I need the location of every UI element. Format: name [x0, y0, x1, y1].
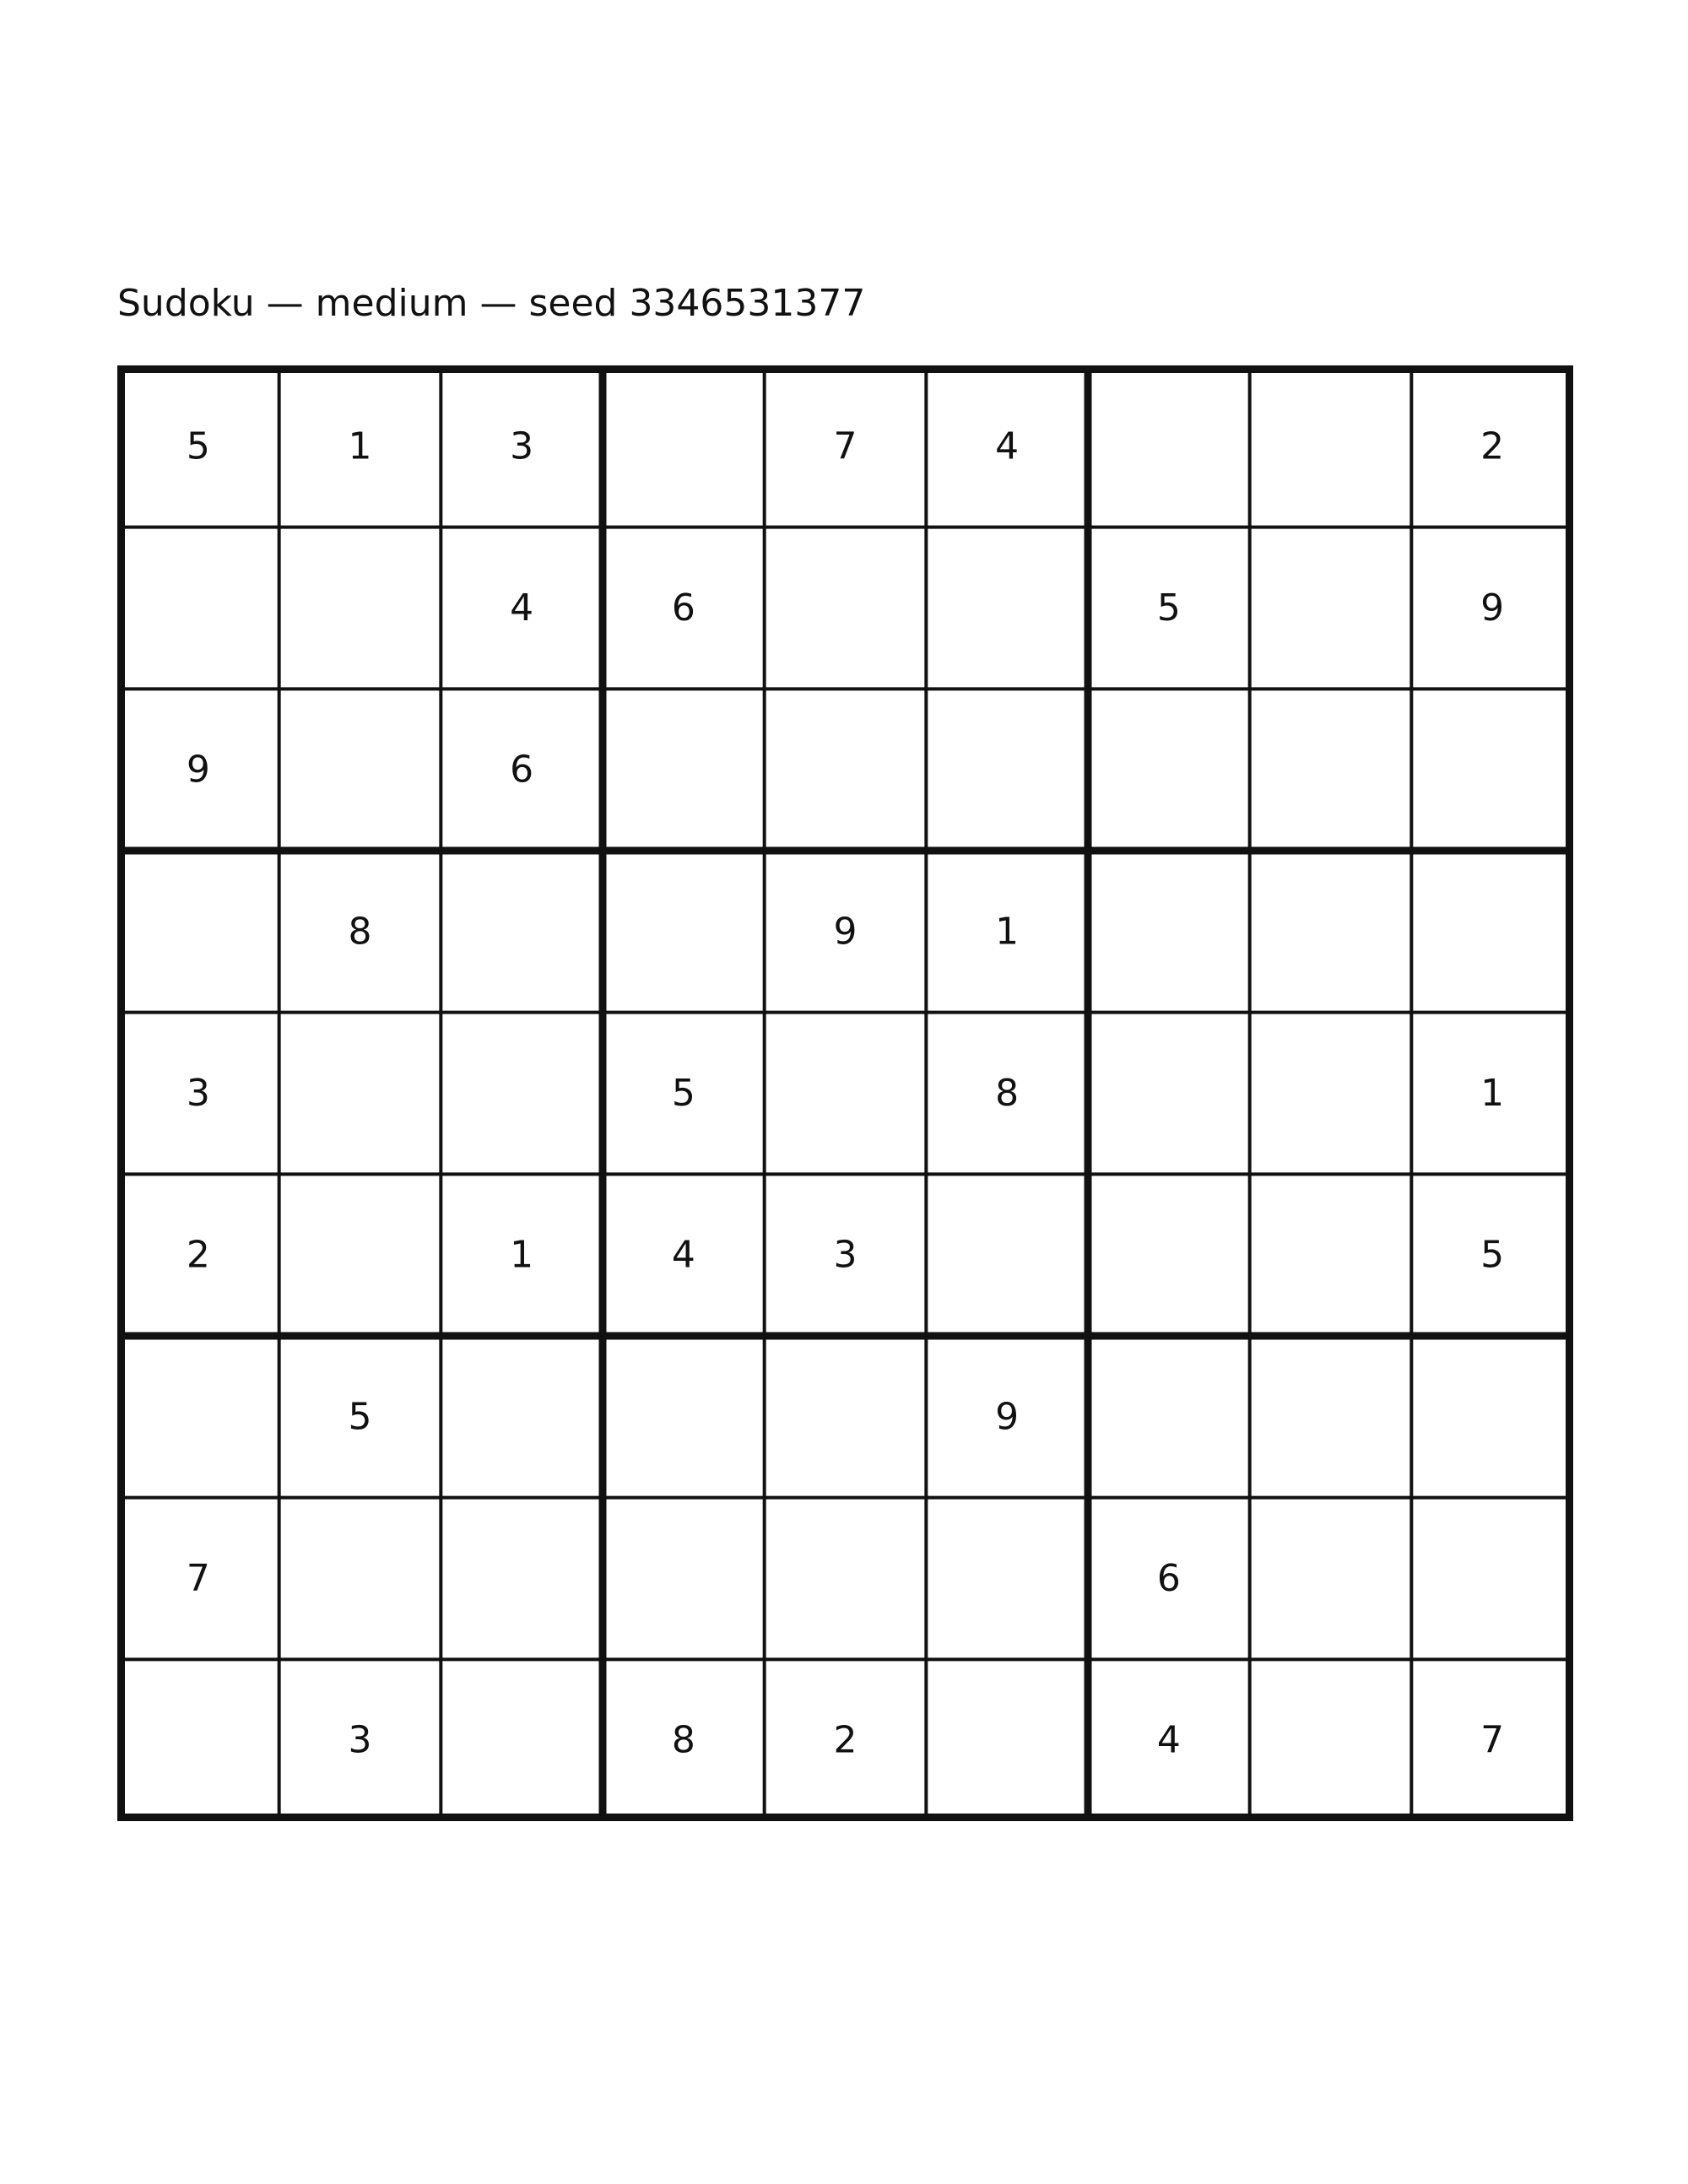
sudoku-cell-r5c8[interactable]: [1250, 1013, 1412, 1175]
cell-digit: 4: [995, 424, 1020, 468]
sudoku-cell-r8c4[interactable]: [603, 1498, 765, 1660]
sudoku-cell-r5c7[interactable]: [1088, 1013, 1250, 1175]
sudoku-cell-r4c4[interactable]: [603, 851, 765, 1013]
sudoku-cell-r3c9[interactable]: [1411, 689, 1573, 851]
sudoku-cell-r9c8[interactable]: [1250, 1659, 1412, 1821]
cell-digit: 8: [348, 910, 372, 954]
sudoku-cell-r4c3[interactable]: [441, 851, 603, 1013]
sudoku-cell-r7c4[interactable]: [603, 1336, 765, 1498]
sudoku-cell-r1c4[interactable]: [603, 365, 765, 527]
sudoku-cell-r3c5[interactable]: [765, 689, 927, 851]
cell-digit: 6: [1156, 1557, 1181, 1600]
cell-digit: 9: [1480, 587, 1505, 630]
cell-digit: 1: [348, 424, 372, 468]
cell-digit: 8: [995, 1072, 1020, 1115]
sudoku-cell-r9c6[interactable]: [926, 1659, 1088, 1821]
cell-digit: 5: [671, 1072, 695, 1115]
cell-digit: 5: [348, 1395, 372, 1439]
cell-digit: 3: [186, 1072, 210, 1115]
cell-digit: 9: [186, 748, 210, 792]
cell-digit: 4: [510, 587, 534, 630]
cell-digit: 3: [833, 1233, 858, 1277]
cell-digit: 3: [348, 1718, 372, 1762]
cell-digit: 2: [186, 1233, 210, 1277]
sudoku-cell-r3c4[interactable]: [603, 689, 765, 851]
cell-digit: 8: [671, 1718, 695, 1762]
sudoku-grid: [117, 365, 1573, 1821]
cell-digit: 9: [833, 910, 858, 954]
sudoku-cell-r2c2[interactable]: [279, 527, 441, 689]
cell-digit: 2: [833, 1718, 858, 1762]
cell-digit: 1: [510, 1233, 534, 1277]
sudoku-cell-r6c2[interactable]: [279, 1174, 441, 1336]
cell-digit: 6: [671, 587, 695, 630]
sudoku-cell-r2c6[interactable]: [926, 527, 1088, 689]
sudoku-cell-r7c8[interactable]: [1250, 1336, 1412, 1498]
sudoku-cell-r4c9[interactable]: [1411, 851, 1573, 1013]
sudoku-cell-r8c5[interactable]: [765, 1498, 927, 1660]
cell-digit: 5: [1156, 587, 1181, 630]
cell-digit: 2: [1480, 424, 1505, 468]
sudoku-cell-r8c6[interactable]: [926, 1498, 1088, 1660]
cell-digit: 6: [510, 748, 534, 792]
sudoku-cell-r8c8[interactable]: [1250, 1498, 1412, 1660]
cell-digit: 1: [1480, 1072, 1505, 1115]
cell-digit: 9: [995, 1395, 1020, 1439]
sudoku-cell-r7c3[interactable]: [441, 1336, 603, 1498]
sudoku-cell-r1c7[interactable]: [1088, 365, 1250, 527]
sudoku-cell-r9c1[interactable]: [117, 1659, 279, 1821]
sudoku-cell-r4c1[interactable]: [117, 851, 279, 1013]
puzzle-title: Sudoku — medium — seed 3346531377: [117, 282, 866, 325]
sudoku-cell-r8c9[interactable]: [1411, 1498, 1573, 1660]
sudoku-cell-r5c2[interactable]: [279, 1013, 441, 1175]
sudoku-cell-r3c7[interactable]: [1088, 689, 1250, 851]
cell-digit: 7: [833, 424, 858, 468]
sudoku-cell-r4c8[interactable]: [1250, 851, 1412, 1013]
sudoku-cell-r2c8[interactable]: [1250, 527, 1412, 689]
cell-digit: 5: [1480, 1233, 1505, 1277]
cell-digit: 4: [1156, 1718, 1181, 1762]
sudoku-cell-r9c3[interactable]: [441, 1659, 603, 1821]
cell-digit: 5: [186, 424, 210, 468]
sudoku-cell-r2c5[interactable]: [765, 527, 927, 689]
cell-digit: 3: [510, 424, 534, 468]
sudoku-cell-r5c5[interactable]: [765, 1013, 927, 1175]
sudoku-cell-r6c6[interactable]: [926, 1174, 1088, 1336]
sudoku-cell-r5c3[interactable]: [441, 1013, 603, 1175]
sudoku-cell-r3c8[interactable]: [1250, 689, 1412, 851]
sudoku-cell-r7c5[interactable]: [765, 1336, 927, 1498]
cell-digit: 1: [995, 910, 1020, 954]
sudoku-cell-r4c7[interactable]: [1088, 851, 1250, 1013]
sudoku-cell-r3c6[interactable]: [926, 689, 1088, 851]
sudoku-cell-r3c2[interactable]: [279, 689, 441, 851]
sudoku-cell-r8c2[interactable]: [279, 1498, 441, 1660]
sudoku-cell-r6c7[interactable]: [1088, 1174, 1250, 1336]
sudoku-cell-r6c8[interactable]: [1250, 1174, 1412, 1336]
cell-digit: 7: [186, 1557, 210, 1600]
cell-digit: 4: [671, 1233, 695, 1277]
sudoku-cell-r8c3[interactable]: [441, 1498, 603, 1660]
sudoku-cell-r7c1[interactable]: [117, 1336, 279, 1498]
sudoku-cell-r7c7[interactable]: [1088, 1336, 1250, 1498]
sudoku-cell-r1c8[interactable]: [1250, 365, 1412, 527]
sudoku-cell-r2c1[interactable]: [117, 527, 279, 689]
cell-digit: 7: [1480, 1718, 1505, 1762]
sudoku-board: [117, 365, 1573, 1821]
sudoku-cell-r7c9[interactable]: [1411, 1336, 1573, 1498]
